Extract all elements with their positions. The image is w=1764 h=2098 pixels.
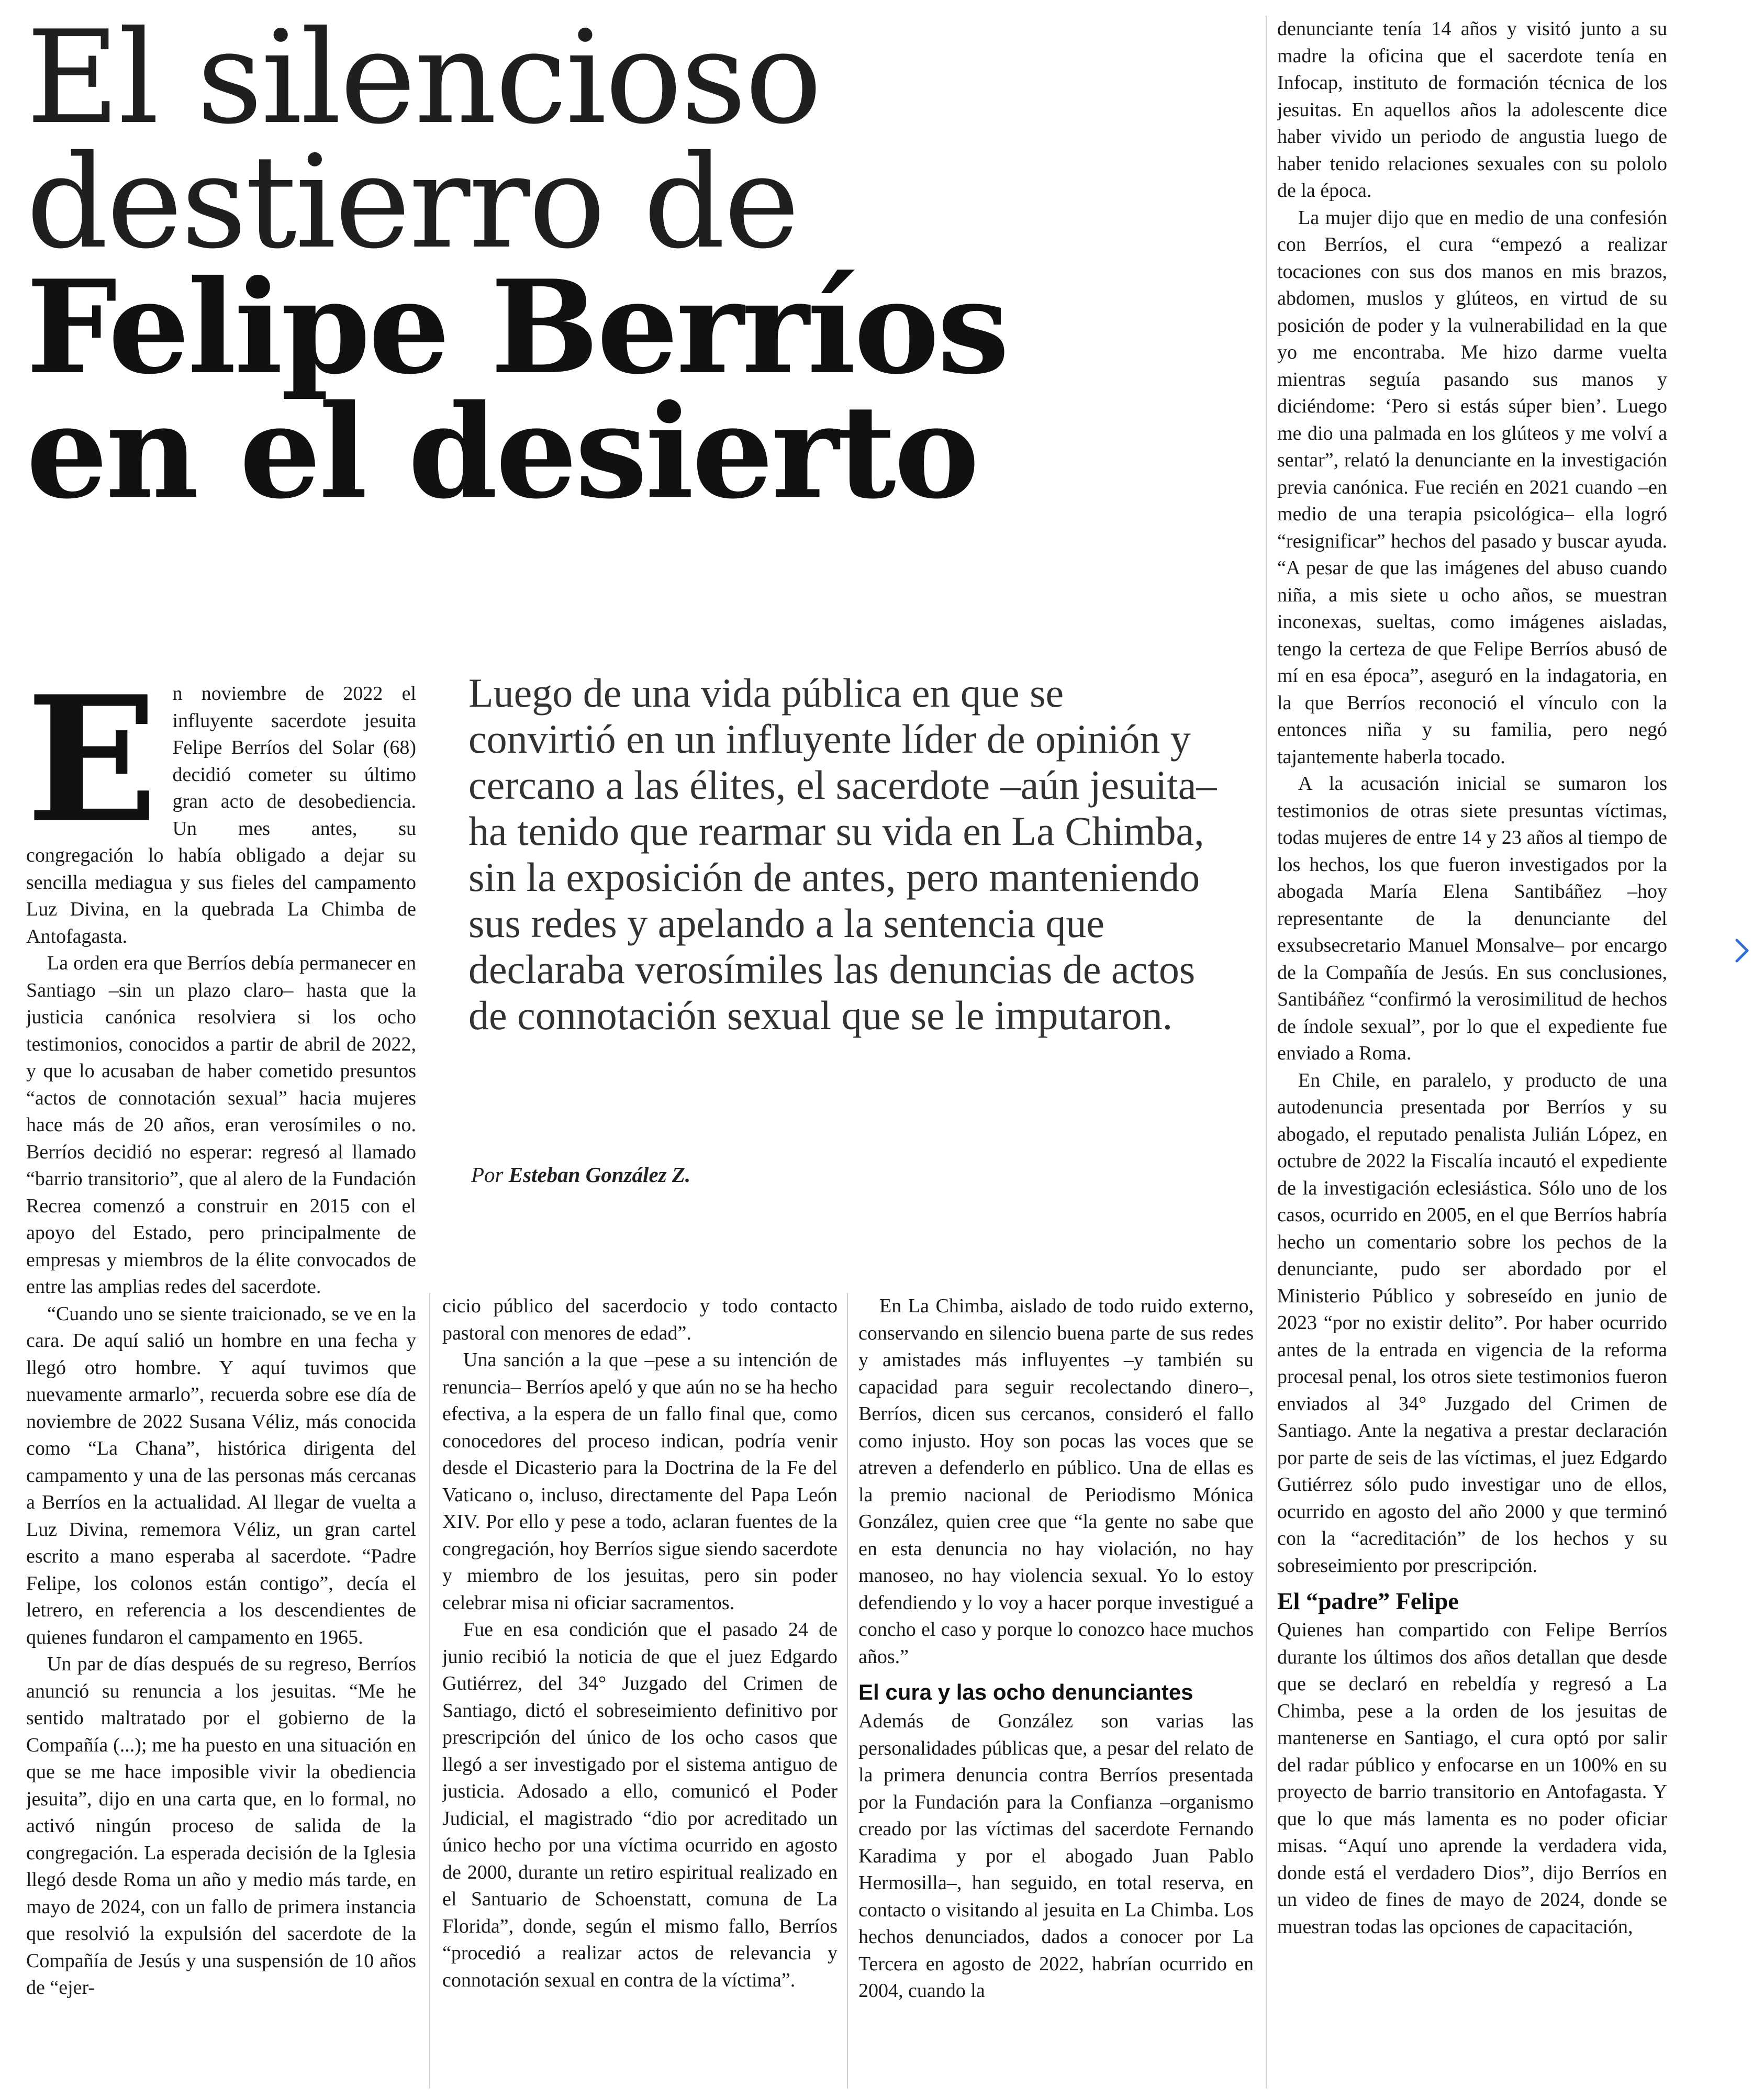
article-column-4 [1277, 16, 1667, 2083]
section-subhead: El cura y las ocho denunciantes [858, 1680, 1193, 1704]
article-column-3 [858, 1293, 1254, 2083]
paragraph: En Chile, en paralelo, y producto de una autodenuncia presentada por Berríos y su abogado, el reputado penalista Julián López, en octubre de 2022 la Fiscalía incautó el expediente de la investigación eclesiástica. Sólo uno de los casos, ocurrido en 2005, en el que Berríos habría hecho un comentario sobre los pechos de la denunciante, pudo ser abordado por el Ministerio Público y sobreseído en junio de 2023 “por no existir delito”. Por haber ocurrido antes de la entrada en vigencia de la reforma procesal penal, los otros siete testimonios fueron enviados al 34° Juzgado del Crimen de Santiago. Ante la negativa a prestar declaración por parte de seis de las víctimas, el juez Edgardo Gutiérrez sólo pudo investigar uno de ellos, ocurrido en agosto del año 2000 y que terminó con la “acreditación” de los hechos y su sobreseimiento por prescripción. [1277, 1069, 1667, 1577]
byline [471, 1162, 690, 1187]
paragraph: A la acusación inicial se sumaron los testimonios de otras siete presuntas víctimas, todas mujeres de entre 14 y 23 años al tiempo de los hechos, los que fueron investigados por la abogada María Elena Santibáñez –hoy representante de la denunciante del exsubsecretario Manuel Monsalve– por encargo de la Compañía de Jesús. En sus conclusiones, Santibáñez “confirmó la verosimilitud de hechos de índole sexual”, por lo que el expediente fue enviado a Roma. [1277, 773, 1667, 1064]
paragraph: Quienes han compartido con Felipe Berríos durante los últimos dos años detallan que desde que se declaró en rebeldía y regresó a La Chimba, pese a la orden de los jesuitas de mantenerse en Santiago, el cura optó por salir del radar público y enfocarse en un 100% en su proyecto de barrio transitorio en Antofagasta. Y que lo que más lamenta es no poder oficiar misas. “Aquí uno aprende la verdadera vida, donde está el verdadero Dios”, dijo Berríos en un video de fines de mayo de 2024, donde se muestran todas las opciones de capacitación, [1277, 1619, 1667, 1938]
paragraph: “Cuando uno se siente traicionado, se ve en la cara. De aquí salió un hombre en una fecha y llegó otro hombre. Y aquí tuvimos que nuevamente armarlo”, recuerda sobre ese día de noviembre de 2022 Susana Véliz, más conocida como “La Chana”, histórica dirigenta del campamento y una de las personas más cercanas a Berríos en la actualidad. Al llegar de vuelta a Luz Divina, rememora Véliz, un gran cartel escrito a mano esperaba al sacerdote. “Padre Felipe, los colonos están contigo”, decía el letrero, en referencia a los descendientes de quienes fundaron el campamento en 1965. [26, 1302, 416, 1648]
paragraph: Una sanción a la que –pese a su intención de renuncia– Berríos apeló y que aún no se ha hecho efectiva, a la espera de un fallo final que, como conocedores del proceso indican, podría venir desde el Dicasterio para la Doctrina de la Fe del Vaticano o, incluso, directamente del Papa León XIV. Por ello y pese a todo, aclaran fuentes de la congregación, hoy Berríos sigue siendo sacerdote y miembro de los jesuitas, pero sin poder celebrar misa ni oficiar sacramentos. [442, 1349, 838, 1614]
column-divider-3 [1266, 16, 1267, 2089]
headline-line-3: Felipe Berríos [26, 252, 1008, 403]
section-subhead: El “padre” Felipe [1277, 1588, 1459, 1614]
column-divider-2 [847, 1293, 848, 2089]
headline-line-2: destierro de [26, 128, 798, 277]
paragraph: La orden era que Berríos debía permanecer en Santiago –sin un plazo claro– hasta que la justicia canónica resolviera si los ocho testimonios, conocidos a partir de abril de 2022, y que lo acusaban de haber cometido presuntos “actos de connotación sexual” hacia mujeres hace más de 20 años, eran verosímiles o no. Berríos decidió no esperar: regresó al llamado “barrio transitorio”, que al alero de la Fundación Recrea comenzó a construir en 2015 con el apoyo del Estado, pero principalmente de empresas y miembros de la élite convocados de entre las amplias redes del sacerdote. [26, 952, 416, 1298]
byline-author: Esteban González Z. [508, 1163, 691, 1187]
paragraph: cicio público del sacerdocio y todo contacto pastoral con menores de edad”. [442, 1295, 838, 1344]
paragraph: Además de González son varias las personalidades públicas que, a pesar del relato de la primera denuncia contra Berríos presentada por la Fundación para la Confianza –organismo creado por las víctimas del sacerdote Fernando Karadima y por el abogado Juan Pablo Hermosilla–, han seguido, en total reserva, en contacto o visitando al jesuita en La Chimba. Los hechos denunciados, dados a conocer por La Tercera en agosto de 2022, habrían ocurrido en 2004, cuando la [858, 1710, 1254, 2002]
paragraph: La mujer dijo que en medio de una confesión con Berríos, el cura “empezó a realizar tocaciones con sus dos manos en mis brazos, abdomen, muslos y glúteos, en virtud de su posición de poder y la vulnerabilidad en la que yo me encontraba. Me hizo darme vuelta mientras seguía pasando sus manos y diciéndome: ‘Pero si estás súper bien’. Luego me dio una palmada en los glúteos y me volví a sentar”, relató la denunciante en la investigación previa canónica. Fue recién en 2021 cuando –en medio de una terapia psicológica– ella logró “resignificar” hechos del pasado y buscar ayuda. “A pesar de que las imágenes del abuso cuando niña, a mis siete u ocho años, se muestran inconexas, sueltas, como imágenes aisladas, tengo la certeza de que Felipe Berríos abusó de mí en esa época”, aseguró en la indagatoria, en la que Berríos reconoció el vínculo con la entonces niña y su familia, pero negó tajantemente haberla tocado. [1277, 206, 1667, 768]
chevron-right-icon [1732, 936, 1752, 965]
headline-line-1: El silencioso [26, 3, 821, 152]
paragraph: denunciante tenía 14 años y visitó junto a su madre la oficina que el sacerdote tenía en Infocap, instituto de formación técnica de los jesuitas. En aquellos años la adolescente dice haber vivido un periodo de angustia luego de haber tenido relaciones sexuales con su pololo de la época. [1277, 18, 1667, 202]
article-column-1 [26, 680, 416, 2083]
article-column-2 [442, 1293, 838, 2083]
drop-cap: E [26, 680, 158, 861]
article-deck: Luego de una vida pública en que se convirtió en un influyente líder de opinión y cercano a las élites, el sacerdote –aún jesuita– ha tenido que rearmar su vida en La Chimba, sin la exposición de antes, pero manteniendo sus redes y apelando a la sentencia que declaraba verosímiles las denuncias de actos de connotación sexual que se le imputaron. [468, 670, 1217, 1038]
paragraph: Fue en esa condición que el pasado 24 de junio recibió la noticia de que el juez Edgardo Gutiérrez, del 34° Juzgado del Crimen de Santiago, dictó el sobreseimiento definitivo por prescripción del único de los ocho casos que llegó a ser investigado por el sistema antiguo de justicia. Adosado a ello, comunicó el Poder Judicial, el magistrado “dio por acreditado un único hecho por una víctima ocurrido en agosto de 2000, durante un retiro espiritual realizado en el Santuario de Schoenstatt, comuna de La Florida”, donde, según el mismo fallo, Berríos “procedió a realizar actos de relevancia y connotación sexual en contra de la víctima”. [442, 1619, 838, 1991]
column-divider-1 [429, 1293, 430, 2089]
headline-line-4: en el desierto [26, 376, 978, 527]
byline-prefix: Por [471, 1163, 504, 1187]
paragraph: En La Chimba, aislado de todo ruido externo, conservando en silencio buena parte de sus redes y amistades más influyentes –y también su capacidad para seguir recolectando dinero–, Berríos, dicen sus cercanos, consideró el fallo como injusto. Hoy son pocas las voces que se atreven a defenderlo en público. Una de ellas es la premio nacional de Periodismo Mónica González, quien cree que “la gente no sabe que en esta denuncia no hay violación, no hay manoseo, no hay violencia sexual. Yo lo estoy defendiendo y lo voy a hacer porque investigué a concho el caso y porque lo conozco hace muchos años.” [858, 1295, 1254, 1668]
headline [26, 3, 1246, 527]
paragraph: Un par de días después de su regreso, Berríos anunció su renuncia a los jesuitas. “Me he sentido maltratado por el gobierno de la Compañía (...); me ha puesto en una situación en que se me hace imposible vivir la obediencia jesuita”, dijo en una carta que, en lo formal, no activó ningún proceso de salida de la congregación. La esperada decisión de la Iglesia llegó desde Roma un año y medio más tarde, en mayo de 2024, con un fallo de primera instancia que resolvió la expulsión del sacerdote de la Compañía de Jesús y una suspensión de 10 años de “ejer- [26, 1653, 416, 1999]
next-page-button[interactable] [1732, 936, 1752, 965]
paragraph: n noviembre de 2022 el influyente sacerdote jesuita Felipe Berríos del Solar (68) decidió cometer su último gran acto de desobediencia. Un mes antes, su congregación lo había obligado a dejar su sencilla mediagua y sus fieles del campamento Luz Divina, en la quebrada La Chimba de Antofagasta. [26, 683, 416, 947]
